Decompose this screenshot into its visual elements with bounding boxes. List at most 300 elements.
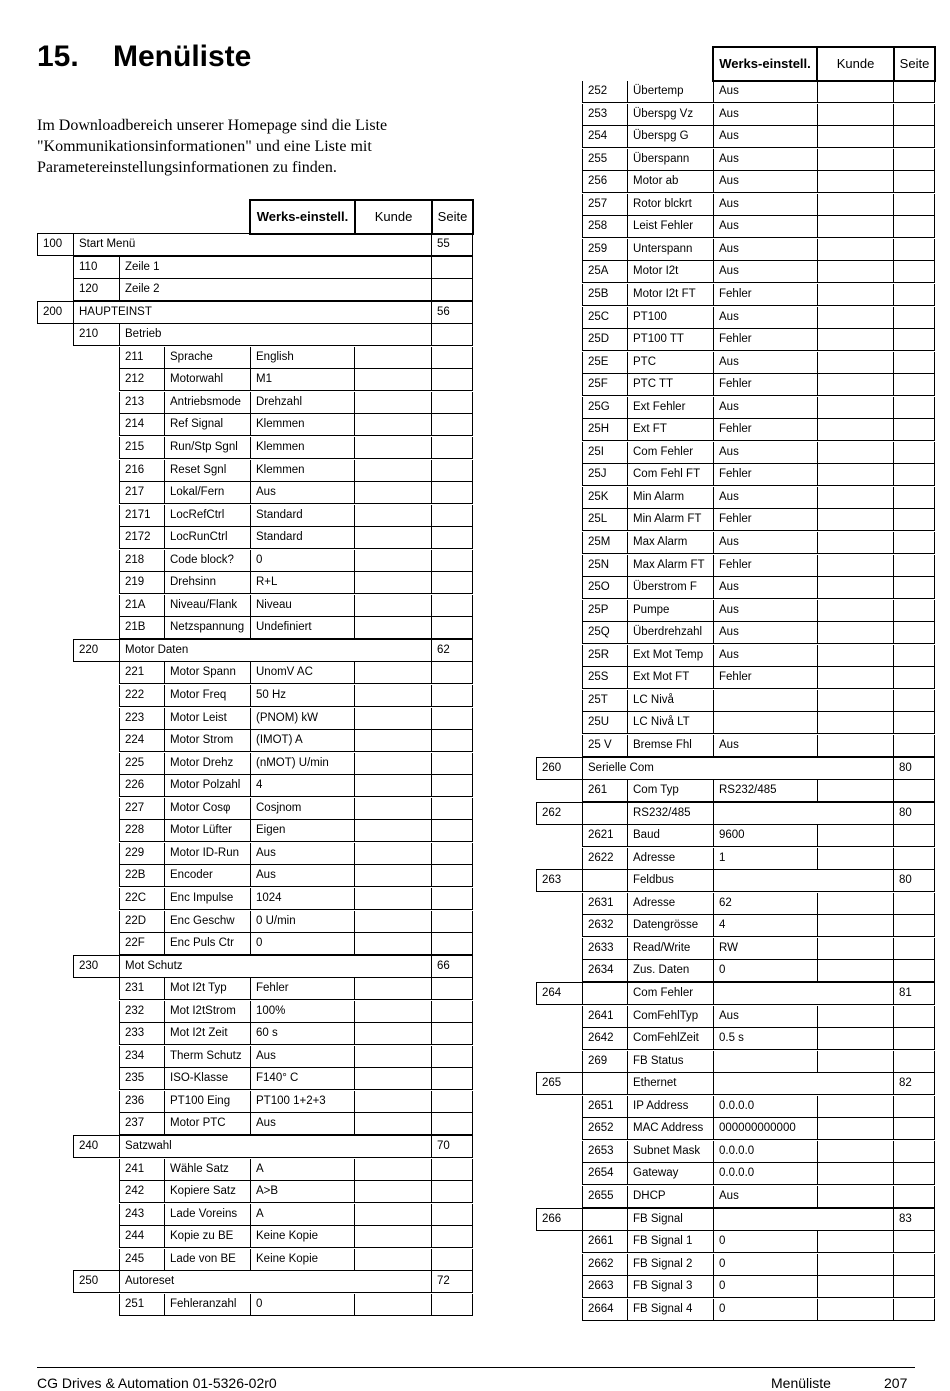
param-page [893,825,935,847]
param-page [431,617,473,639]
param-default-value: Aus [713,261,817,283]
spacer-cell [582,870,627,892]
param-kunde [817,825,893,847]
param-default-value: Aus [713,397,817,419]
param-id: 25B [582,284,627,306]
param-kunde [354,572,431,594]
param-default-value: 0.5 s [713,1028,817,1050]
param-default-value: Eigen [250,820,354,842]
param-kunde [354,1204,431,1226]
param-page [893,735,935,757]
param-kunde [817,600,893,622]
param-id: 2621 [582,825,627,847]
param-kunde [817,848,893,870]
param-page [893,893,935,915]
param-default-value: Fehler [250,978,354,1000]
param-page [431,1091,473,1113]
param-kunde [354,460,431,482]
param-page [431,1159,473,1181]
param-page [893,397,935,419]
param-kunde [817,893,893,915]
param-name: FB Signal 4 [627,1299,713,1321]
param-kunde [354,1001,431,1023]
param-name: Feldbus [627,870,713,892]
param-kunde [817,532,893,554]
param-default-value: (IMOT) A [250,730,354,752]
param-kunde [817,104,893,126]
param-id: 261 [582,780,627,802]
param-name: FB Status [627,1051,713,1073]
param-default-value: Aus [713,577,817,599]
param-page [893,442,935,464]
param-name: LocRefCtrl [164,505,250,527]
param-page: 82 [893,1073,935,1095]
param-kunde [817,1051,893,1073]
param-name: Gateway [627,1163,713,1185]
param-default-value: UnomV AC [250,662,354,684]
param-page [893,419,935,441]
param-name: PT100 Eing [164,1091,250,1113]
param-page [893,532,935,554]
param-default-value: 4 [250,775,354,797]
param-page [893,216,935,238]
param-kunde [354,505,431,527]
param-default-value: 62 [713,893,817,915]
param-name: Motor Strom [164,730,250,752]
param-id: 254 [582,126,627,148]
param-name: Adresse [627,893,713,915]
param-kunde [817,1163,893,1185]
param-page [893,1254,935,1276]
param-kunde [354,617,431,639]
param-kunde [354,775,431,797]
param-id: 244 [119,1226,164,1248]
param-kunde [817,1096,893,1118]
param-name: Fehleranzahl [164,1294,250,1316]
param-page [893,1006,935,1028]
param-id: 25R [582,645,627,667]
param-name: Zus. Daten [627,960,713,982]
param-page [893,960,935,982]
param-page [431,685,473,707]
param-name: Ext Fehler [627,397,713,419]
param-page [893,1051,935,1073]
param-page [893,194,935,216]
param-page [431,460,473,482]
param-id: 212 [119,369,164,391]
param-id: 21A [119,595,164,617]
param-name: Com Fehl FT [627,464,713,486]
param-name: MAC Address [627,1118,713,1140]
param-id: 243 [119,1204,164,1226]
param-default-value: 0 U/min [250,911,354,933]
param-name: PT100 [627,307,713,329]
param-id: 213 [119,392,164,414]
param-default-value: 100% [250,1001,354,1023]
param-default-value: (PNOM) kW [250,708,354,730]
param-kunde [354,798,431,820]
param-default-value: Aus [713,171,817,193]
param-kunde [817,464,893,486]
param-default-value: (nMOT) U/min [250,753,354,775]
param-name: Übertemp [627,81,713,103]
param-page [893,1118,935,1140]
chapter-number: 15. [37,40,79,73]
param-default-value: 0.0.0.0 [713,1163,817,1185]
param-default-value: Klemmen [250,414,354,436]
param-id: 237 [119,1113,164,1135]
param-name: Satzwahl [119,1136,431,1158]
param-kunde [354,1249,431,1271]
param-default-value: R+L [250,572,354,594]
param-id: 25N [582,555,627,577]
param-default-value: 0 [250,550,354,572]
empty-cell [713,1209,893,1231]
param-id: 25L [582,509,627,531]
param-kunde [354,1113,431,1135]
param-default-value: Aus [250,1113,354,1135]
param-default-value: Niveau [250,595,354,617]
chapter-title: Menüliste [113,40,252,73]
param-id: 269 [582,1051,627,1073]
param-name: FB Signal 3 [627,1276,713,1298]
param-id: 258 [582,216,627,238]
param-default-value: Aus [713,239,817,261]
empty-cell [713,803,893,825]
param-kunde [354,1226,431,1248]
param-id: 120 [73,279,119,301]
param-page [893,171,935,193]
param-name: FB Signal 1 [627,1231,713,1253]
param-page [431,392,473,414]
param-id: 255 [582,149,627,171]
spacer-cell [582,1073,627,1095]
param-id: 260 [536,758,582,780]
param-page [893,284,935,306]
param-id: 266 [536,1209,582,1231]
param-id: 200 [37,302,73,324]
param-page [431,1294,473,1316]
param-name: Motor ID-Run [164,843,250,865]
param-id: 253 [582,104,627,126]
param-name: Lade von BE [164,1249,250,1271]
param-name: Motor Drehz [164,753,250,775]
param-id: 25J [582,464,627,486]
param-id: 256 [582,171,627,193]
param-kunde [817,509,893,531]
param-default-value: 4 [713,915,817,937]
param-page [431,324,473,346]
param-default-value: Undefiniert [250,617,354,639]
param-kunde [354,527,431,549]
param-page [431,437,473,459]
param-id: 2634 [582,960,627,982]
param-name: FB Signal 2 [627,1254,713,1276]
param-name: Kopie zu BE [164,1226,250,1248]
param-kunde [817,374,893,396]
param-page [431,279,473,301]
param-page [893,126,935,148]
param-id: 25M [582,532,627,554]
param-page [431,978,473,1000]
param-default-value: Cosjnom [250,798,354,820]
page-title [37,40,251,74]
param-page [431,1023,473,1045]
param-kunde [817,171,893,193]
param-id: 25S [582,667,627,689]
param-page [431,1181,473,1203]
param-id: 235 [119,1068,164,1090]
param-id: 231 [119,978,164,1000]
param-kunde [354,392,431,414]
param-page [431,911,473,933]
param-name: Enc Puls Ctr [164,933,250,955]
param-name: Motor Cosφ [164,798,250,820]
param-id: 251 [119,1294,164,1316]
param-page: 81 [893,983,935,1005]
param-id: 2662 [582,1254,627,1276]
param-id: 25Q [582,622,627,644]
param-id: 22D [119,911,164,933]
param-name: Leist Fehler [627,216,713,238]
param-name: DHCP [627,1186,713,1208]
param-default-value: Standard [250,505,354,527]
param-name: Encoder [164,865,250,887]
param-id: 263 [536,870,582,892]
param-default-value: F140° C [250,1068,354,1090]
param-default-value: Aus [713,81,817,103]
param-page [893,1141,935,1163]
param-id: 215 [119,437,164,459]
param-default-value: 1024 [250,888,354,910]
param-default-value: English [250,347,354,369]
param-name: IP Address [627,1096,713,1118]
param-kunde [817,261,893,283]
param-page [893,352,935,374]
param-default-value: Aus [713,1186,817,1208]
param-name: LC Nivå [627,690,713,712]
param-page [893,848,935,870]
intro-text: Im Downloadbereich unserer Homepage sind die Liste "Kommunikationsinformationen" und eine Liste mit Parametereinstellungsinformationen zu finden. [37,117,388,176]
param-kunde [817,735,893,757]
param-name: Wähle Satz [164,1159,250,1181]
param-page [431,820,473,842]
param-kunde [817,442,893,464]
param-id: 217 [119,482,164,504]
param-kunde [817,1231,893,1253]
param-id: 220 [73,640,119,662]
param-name: Datengrösse [627,915,713,937]
param-kunde [354,730,431,752]
param-id: 25T [582,690,627,712]
param-name: Enc Impulse [164,888,250,910]
param-default-value: Fehler [713,509,817,531]
param-page [431,595,473,617]
param-kunde [817,352,893,374]
param-page: 80 [893,803,935,825]
param-kunde [817,1006,893,1028]
param-page [893,1028,935,1050]
param-id: 245 [119,1249,164,1271]
param-default-value: Fehler [713,667,817,689]
param-page: 55 [431,234,473,256]
param-name: ComFehlTyp [627,1006,713,1028]
param-default-value: Aus [713,735,817,757]
header-kunde: Kunde [816,46,895,82]
param-name: Autoreset [119,1271,431,1293]
param-id: 229 [119,843,164,865]
param-page [431,1046,473,1068]
header-werks-einstell: Werks-einstell. [249,199,356,235]
param-page [893,577,935,599]
param-name: LC Nivå LT [627,712,713,734]
param-page [431,550,473,572]
param-id: 2655 [582,1186,627,1208]
param-page [431,1249,473,1271]
empty-cell [713,870,893,892]
param-id: 2633 [582,938,627,960]
header-seite: Seite [893,46,936,82]
param-name: Lade Voreins [164,1204,250,1226]
param-kunde [817,239,893,261]
param-id: 25K [582,487,627,509]
param-kunde [817,1186,893,1208]
param-page [893,374,935,396]
param-page: 83 [893,1209,935,1231]
param-page [893,239,935,261]
param-kunde [817,149,893,171]
param-kunde [817,960,893,982]
param-id: 2651 [582,1096,627,1118]
param-default-value: M1 [250,369,354,391]
param-id: 25P [582,600,627,622]
param-page [431,753,473,775]
param-kunde [354,843,431,865]
param-page [431,730,473,752]
param-kunde [817,216,893,238]
param-name: Therm Schutz [164,1046,250,1068]
param-kunde [354,685,431,707]
param-id: 219 [119,572,164,594]
param-page [893,307,935,329]
empty-cell [713,1073,893,1095]
param-page [893,690,935,712]
param-page [431,798,473,820]
param-default-value: Aus [713,645,817,667]
param-id: 236 [119,1091,164,1113]
param-kunde [354,662,431,684]
param-id: 25 V [582,735,627,757]
param-default-value: PT100 1+2+3 [250,1091,354,1113]
param-name: Mot I2t Typ [164,978,250,1000]
param-kunde [354,1159,431,1181]
param-id: 230 [73,956,119,978]
param-id: 2652 [582,1118,627,1140]
param-name: Lokal/Fern [164,482,250,504]
param-kunde [354,1068,431,1090]
param-name: Antriebsmode [164,392,250,414]
param-kunde [354,708,431,730]
spacer-cell [582,803,627,825]
param-default-value: 000000000000 [713,1118,817,1140]
param-id: 264 [536,983,582,1005]
param-name: Ext Mot Temp [627,645,713,667]
param-page: 80 [893,870,935,892]
param-id: 110 [73,257,119,279]
param-id: 211 [119,347,164,369]
header-kunde: Kunde [354,199,433,235]
param-name: Überstrom F [627,577,713,599]
param-page [893,329,935,351]
param-name: Unterspann [627,239,713,261]
param-kunde [354,437,431,459]
param-kunde [354,865,431,887]
param-id: 25I [582,442,627,464]
param-page [431,1226,473,1248]
param-default-value [713,712,817,734]
param-page [893,938,935,960]
param-default-value: 1 [713,848,817,870]
param-id: 250 [73,1271,119,1293]
param-default-value: Aus [713,600,817,622]
param-name: Motor Leist [164,708,250,730]
param-name: Motor Daten [119,640,431,662]
param-default-value: 60 s [250,1023,354,1045]
param-name: PTC TT [627,374,713,396]
param-name: Min Alarm FT [627,509,713,531]
param-kunde [817,1299,893,1321]
footer-page-number: 207 [884,1375,908,1391]
param-kunde [817,397,893,419]
param-default-value: Aus [713,104,817,126]
param-kunde [817,555,893,577]
param-id: 223 [119,708,164,730]
param-page [893,915,935,937]
param-id: 216 [119,460,164,482]
param-name: Überspg Vz [627,104,713,126]
param-default-value: 50 Hz [250,685,354,707]
param-id: 25D [582,329,627,351]
param-page [893,149,935,171]
param-page [431,257,473,279]
param-kunde [817,915,893,937]
param-default-value: Standard [250,527,354,549]
param-id: 2171 [119,505,164,527]
param-name: Bremse Fhl [627,735,713,757]
param-page [893,81,935,103]
param-page [431,527,473,549]
param-kunde [817,1254,893,1276]
param-name: Überdrehzahl [627,622,713,644]
param-id: 210 [73,324,119,346]
param-kunde [817,419,893,441]
param-id: 2661 [582,1231,627,1253]
param-default-value: 0 [713,1276,817,1298]
param-page: 70 [431,1136,473,1158]
param-name: Ext FT [627,419,713,441]
param-default-value: Keine Kopie [250,1226,354,1248]
param-id: 257 [582,194,627,216]
param-default-value: Aus [713,216,817,238]
param-kunde [817,690,893,712]
param-default-value: Fehler [713,329,817,351]
param-name: Code block? [164,550,250,572]
param-kunde [817,487,893,509]
param-name: Subnet Mask [627,1141,713,1163]
param-name: Zeile 2 [119,279,431,301]
param-kunde [354,550,431,572]
param-kunde [817,622,893,644]
